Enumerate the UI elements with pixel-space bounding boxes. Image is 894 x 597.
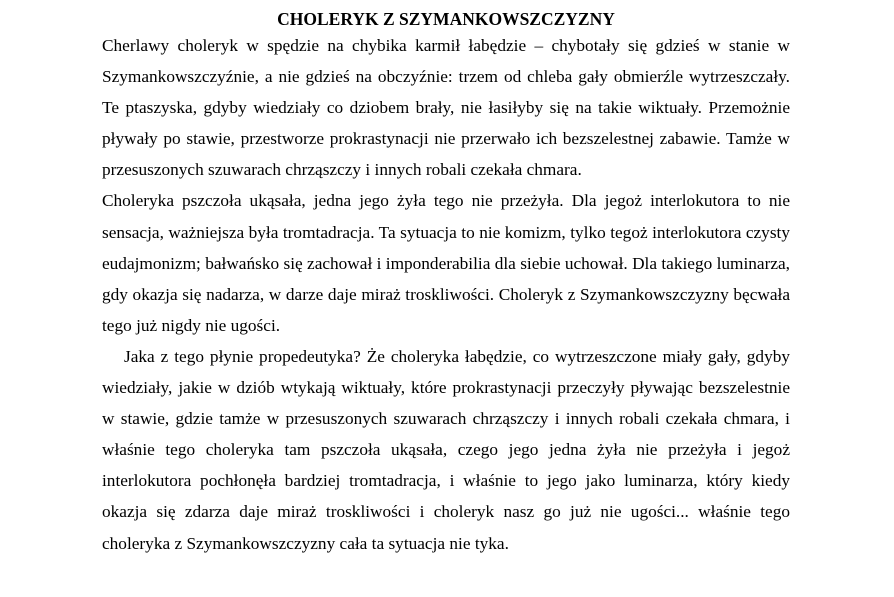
paragraph-2: Choleryka pszczoła ukąsała, jedna jego żyła tego nie przeżyła. Dla jegoż interlokutora to nie sensacja, ważniejsza była tromtadracja. Ta sytuacja to nie komizm, tylko tegoż interlokutora czysty eudajmonizm; bałwańsko się zachował i imponderabilia dla siebie uchował. Dla takiego luminarza, gdy okazja się nadarza, w darze daje miraż troskliwości. Choleryk z Szymankowszczyzny bęcwała tego już nigdy nie ugości.	[102, 191, 790, 335]
document-title: CHOLERYK Z SZYMANKOWSZCZYZNY	[277, 9, 615, 29]
paragraph-3: Jaka z tego płynie propedeutyka? Że choleryka łabędzie, co wytrzeszczone miały gały, gdyby wiedziały, jakie w dziób wtykają wiktuały, które prokrastynacji przeczyły pływając bezszelestnie w stawie, gdzie tamże w przesuszonych szuwarach chrząszczy i innych robali czekała chmara, i właśnie tego choleryka tam pszczoła ukąsała, czego jego jedna żyła nie przeżyła i jegoż interlokutora pochłonęła bardziej tromtadracja, i właśnie to jego jako luminarza, który kiedy okazja się zdarza daje miraż troskliwości i choleryk nasz go już nie ugości... właśnie tego choleryka z Szymankowszczyzny cała ta sytuacja nie tyka.	[102, 346, 790, 553]
document-page	[102, 8, 790, 559]
paragraph-1: Cherlawy choleryk w spędzie na chybika karmił łabędzie – chybotały się gdzieś w stanie w Szymankowszczyźnie, a nie gdzieś na obczyźnie: trzem od chleba gały obmierźle wytrzeszczały. Te ptaszyska, gdyby wiedziały co dziobem brały, nie łasiłyby się na takie wiktuały. Przemożnie pływały po stawie, przestworze prokrastynacji nie przerwało ich bezszelestnej zabawie. Tamże w przesuszonych szuwarach chrząszczy i innych robali czekała chmara.	[102, 36, 790, 180]
